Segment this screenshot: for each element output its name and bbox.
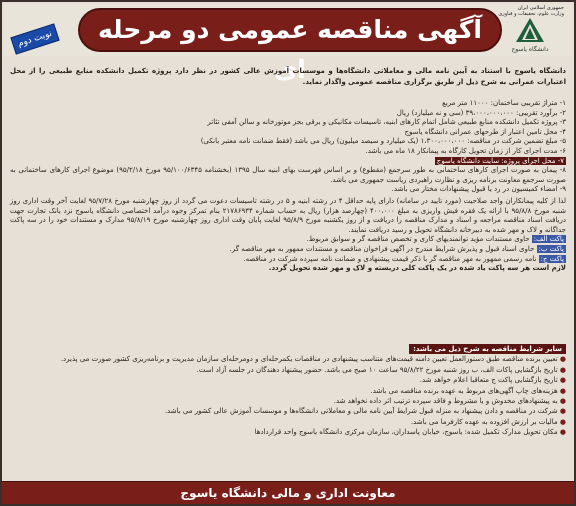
packet-text: نامه رسمی ممهور به مهر مناقصه گر با ذکر قیمت پیشنهادی و ضمانت نامه سپرده شرکت در مناقصه.: [243, 254, 537, 263]
round-badge: نوبت دوم: [10, 23, 59, 54]
bullet-icon: ●: [559, 386, 566, 395]
list-item: ۵- مبلغ تضمین شرکت در مناقصه: ۱،۳۰۰،۰۰۰،۰۰۰ (یک میلیارد و سیصد میلیون) ریال می باشد (فقط ضمانت نامه معتبر بانکی): [200, 137, 566, 146]
intro-paragraph: دانشگاه یاسوج با استناد به آیین نامه مالی و معاملاتی دانشگاه‌ها و موسسات آموزش عالی کشور در نظر دارد پروژه تکمیل دانشکده منابع طبیعی را از محل اعتبارات عمرانی به شرح ذیل از طریق برگزاری مناقصه عمومی واگذار نماید.: [10, 67, 566, 86]
condition-item: ● به پیشنهادهای مخدوش و یا مشروط و فاقد سپرده ترتیب اثر داده نخواهد شد.: [333, 397, 566, 406]
list-item: ۶- مدت اجرای کار از زمان تحویل کارگاه به پیمانکار ۱۸ ماه می باشد.: [365, 146, 566, 155]
gov-line: جمهوری اسلامی ایران: [517, 5, 564, 11]
project-location-highlight: ۷- محل اجرای پروژه: سایت دانشگاه یاسوج: [436, 156, 564, 165]
logo-text: دانشگاه یاسوج: [511, 46, 549, 53]
list-item: ۸- پیمان به صورت اجرای کارهای ساختمانی به طور سرجمع (مقطوع) و بر اساس فهرست بهای ابنیه سال ۱۳۹۵ (بخشنامه ۹۵/۱۰۰/۶۳۴۵ مورخ ۹۵/۲/۱۸) موضوع اجرای کارهای ساختمانی به صورت سرجمع معاونت برنامه ریزی و نظارت راهبردی ریاست جمهوری می باشد.: [10, 166, 566, 184]
list-item: ۳- پروژه تکمیل دانشکده منابع طبیعی شامل اتمام کارهای ابنیه، تاسیسات مکانیکی و برقی بجز موتورخانه و سالن آمفی تئاتر: [207, 118, 566, 127]
packet-text: حاوی مستندات مؤید توانمندیهای کاری و تخصص مناقصه گر و سوابق مربوط.: [306, 235, 530, 244]
bullet-icon: ●: [559, 397, 566, 406]
condition-item: ● هزینه‌های چاپ آگهی‌های مربوط به عهده برنده مناقصه می باشد.: [370, 386, 566, 395]
list-item: [10, 157, 566, 167]
condition-item: ● تاریخ بازگشایی پاکات الف، ب روز شنبه مورخ ۹۵/۸/۲۲ ساعت ۱۰ صبح می باشد. حضور پیشنهاد دهندگان در جلسه آزاد است.: [196, 365, 566, 374]
gov-line: وزارت علوم، تحقیقات و فناوری: [498, 11, 564, 17]
condition-item: ● شرکت در مناقصه و دادن پیشنهاد به منزله قبول شرایط آیین نامه مالی و معاملاتی دانشگاه‌ها و موسسات آموزش عالی کشور می باشد.: [164, 407, 566, 416]
list-item: ۲- برآورد تقریبی: ۳۹،۰۰۰،۰۰۰،۰۰۰ (سی و نه میلیارد) ریال: [396, 108, 566, 117]
packet-text: حاوی اسناد قبول و پذیرش شرایط مندرج در آگهی فراخوان مناقصه و مستندات ممهور به مهر مناقصه گر.: [229, 244, 535, 253]
bullet-icon: ●: [559, 355, 566, 364]
packets-note: لازم است هر سه پاکت یاد شده در یک پاکت کلی دربسته و لاک و مهر شده تحویل گردد.: [268, 264, 566, 273]
packet-item: [10, 235, 566, 245]
packet-item: [10, 255, 566, 265]
packet-item: [10, 245, 566, 255]
bullet-icon: ●: [559, 417, 566, 426]
bullet-icon: ●: [559, 407, 566, 416]
bullet-icon: ●: [559, 376, 566, 385]
packet-label: پاکت الف:: [533, 235, 564, 244]
bullet-icon: ●: [559, 365, 566, 374]
condition-item: ● تعیین برنده مناقصه طبق دستورالعمل تعیین دامنه قیمت‌های متناسب پیشنهادی در مناقصات یکمرحله‌ای و دومرحله‌ای سازمان مدیریت و برنامه‌ریزی کشور صورت می پذیرد.: [60, 355, 566, 364]
invitation-paragraph: لذا از کلیه پیمانکاران واجد صلاحیت (مورد تایید در سامانه) دارای پایه حداقل ۴ در رشته ابنیه و ۵ در رشته تاسیسات دعوت می گردد از روز چهارشنبه مورخ ۹۵/۷/۲۸ لغایت آخر وقت اداری روز شنبه مورخ ۹۵/۸/۸ با ارائه یک فقره فیش واریزی به مبلغ ۴۰۰،۰۰۰ (چهارصد هزار) ریال به حساب شماره ۲۱۷۸۶۹۳۴ بنام تمرکز وجوه درآمد اختصاصی دانشگاه یاسوج نزد بانک تجارت جهت دریافت اسناد مناقصه مراجعه و اسناد و مدارک مناقصه را دریافت و از روز یکشنبه مورخ ۹۵/۸/۹ لغایت پایان وقت اداری روز چهارشنبه مورخ ۹۵/۸/۱۹ مدارک و مستندات خود را در سه پاکت جداگانه و لاک و مهر شده به دبیرخانه دانشگاه تحویل و رسید دریافت نمایند.: [10, 196, 566, 234]
conditions-section: [10, 344, 566, 438]
bullet-icon: ●: [559, 428, 566, 437]
condition-item: ● مکان تحویل مدارک تکمیل شده: یاسوج، خیابان پاسداران، سازمان مرکزی دانشگاه یاسوج واحد قراردادها: [254, 428, 566, 437]
packet-label: پاکت ج:: [540, 254, 564, 263]
list-item: ۴- محل تامین اعتبار از طرحهای عمرانی دانشگاه یاسوج: [404, 127, 566, 136]
conditions-title: سایر شرایط مناقصه به شرح ذیل می باشد:: [10, 344, 566, 354]
list-item: ۹- امضاء کمیسیون در رد یا قبول پیشنهادات مختار می باشد.: [391, 185, 566, 194]
university-logo-icon: [494, 4, 566, 54]
tender-items: [10, 99, 566, 274]
condition-item: ● مالیات بر ارزش افزوده به عهده کارفرما می باشد.: [410, 417, 566, 426]
page-title: آگهی مناقصه عمومی دو مرحله ای: [78, 8, 502, 52]
condition-item: ● تاریخ بازگشایی پاکت ج متعاقبا اعلام خواهد شد.: [419, 376, 566, 385]
list-item: ۱- متراژ تقریبی ساختمان: ۱۱۰۰۰ متر مربع: [442, 99, 566, 107]
packet-label: پاکت ب:: [538, 244, 564, 253]
footer-signature: معاونت اداری و مالی دانشگاه یاسوج: [2, 481, 574, 504]
